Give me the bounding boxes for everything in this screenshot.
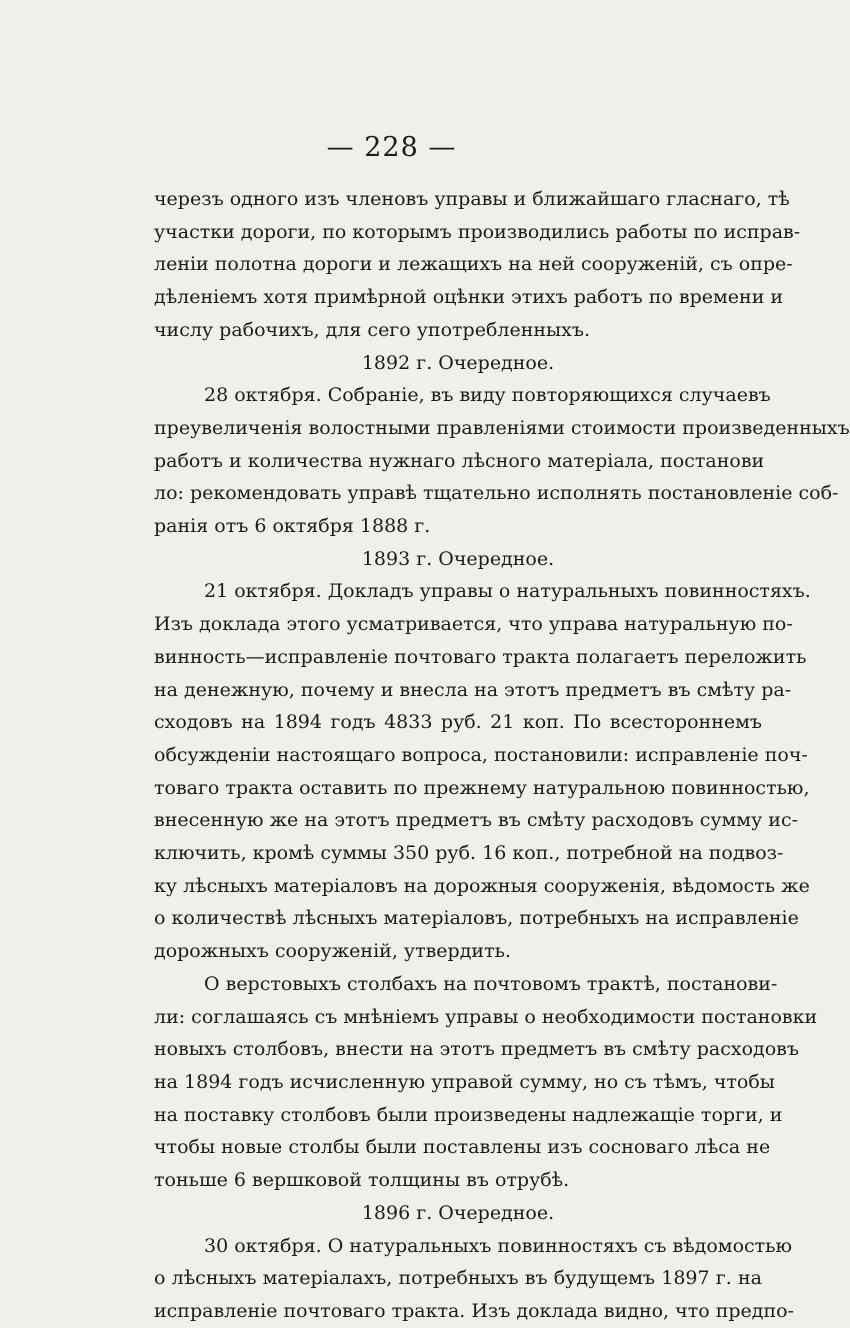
text-line: 28 октября. Собраніе, въ виду повторяющихся случаевъ xyxy=(204,384,771,407)
text-line: преувеличенія волостными правленіями стоимости произведенныхъ xyxy=(154,416,850,439)
text-line: Изъ доклада этого усматривается, что управа натуральную по- xyxy=(154,613,793,636)
text-line: на денежную, почему и внесла на этотъ предметъ въ смѣту ра- xyxy=(154,678,792,701)
text-line: исправленіе почтоваго тракта. Изъ доклада видно, что предпо- xyxy=(154,1299,794,1322)
text-line: ключить, кромѣ суммы 350 руб. 16 коп., потребной на подвоз- xyxy=(154,842,784,865)
page-number: — 228 — xyxy=(326,132,457,163)
text-line: новыхъ столбовъ, внести на этотъ предметъ въ смѣту расходовъ xyxy=(154,1038,799,1061)
text-line: О верстовыхъ столбахъ на почтовомъ трактѣ, постанови- xyxy=(204,972,778,995)
text-line: черезъ одного изъ членовъ управы и ближайшаго гласнаго, тѣ xyxy=(154,188,790,210)
text-line: работъ и количества нужнаго лѣсного матеріала, постанови xyxy=(154,449,765,472)
text-line: числу рабочихъ, для сего употребленныхъ. xyxy=(154,318,590,341)
text-line: дѣленіемъ хотя примѣрной оцѣнки этихъ работъ по времени и xyxy=(154,286,784,309)
text-line: на 1894 годъ исчисленную управой сумму, но съ тѣмъ, чтобы xyxy=(154,1070,775,1093)
text-line: ло: рекомендовать управѣ тщательно исполнять постановленіе соб- xyxy=(154,482,839,505)
body-text xyxy=(154,183,850,1328)
text-line: 30 октября. О натуральныхъ повинностяхъ съ вѣдомостью xyxy=(204,1234,793,1257)
text-line: леніи полотна дороги и лежащихъ на ней сооруженій, съ опре- xyxy=(154,253,793,276)
text-line: сходовъ на 1894 годъ 4833 руб. 21 коп. По всестороннемъ xyxy=(154,711,762,734)
text-line: внесенную же на этотъ предметъ въ смѣту расходовъ сумму ис- xyxy=(154,809,799,832)
text-line: ку лѣсныхъ матеріаловъ на дорожныя сооруженія, вѣдомость же xyxy=(154,874,810,897)
text-line: дорожныхъ сооруженій, утвердить. xyxy=(154,940,511,963)
text-line: на поставку столбовъ были произведены надлежащіе торги, и xyxy=(154,1103,783,1126)
text-line: ранія отъ 6 октября 1888 г. xyxy=(154,515,431,538)
text-line: о лѣсныхъ матеріалахъ, потребныхъ въ будущемъ 1897 г. на xyxy=(154,1267,762,1290)
text-line: винность—исправленіе почтоваго тракта полагаетъ переложить xyxy=(154,645,807,668)
text-line: 21 октября. Докладъ управы о натуральныхъ повинностяхъ. xyxy=(204,580,811,603)
text-line: о количествѣ лѣсныхъ матеріаловъ, потребныхъ на исправленіе xyxy=(154,907,799,930)
text-line: чтобы новые столбы были поставлены изъ сосноваго лѣса не xyxy=(154,1136,771,1159)
section-heading: 1892 г. Очередное. xyxy=(361,351,555,374)
section-heading: 1893 г. Очередное. xyxy=(361,547,555,570)
text-line: участки дороги, по которымъ производились работы по исправ- xyxy=(154,220,801,243)
text-line: обсужденіи настоящаго вопроса, постановили: исправленіе поч- xyxy=(154,743,808,766)
section-heading: 1896 г. Очередное. xyxy=(361,1201,555,1224)
text-line: ли: соглашаясь съ мнѣніемъ управы о необходимости постановки xyxy=(154,1005,818,1028)
text-line: тоньше 6 вершковой толщины въ отрубѣ. xyxy=(154,1169,570,1192)
text-line: товаго тракта оставить по прежнему натуральною повинностью, xyxy=(154,776,810,799)
